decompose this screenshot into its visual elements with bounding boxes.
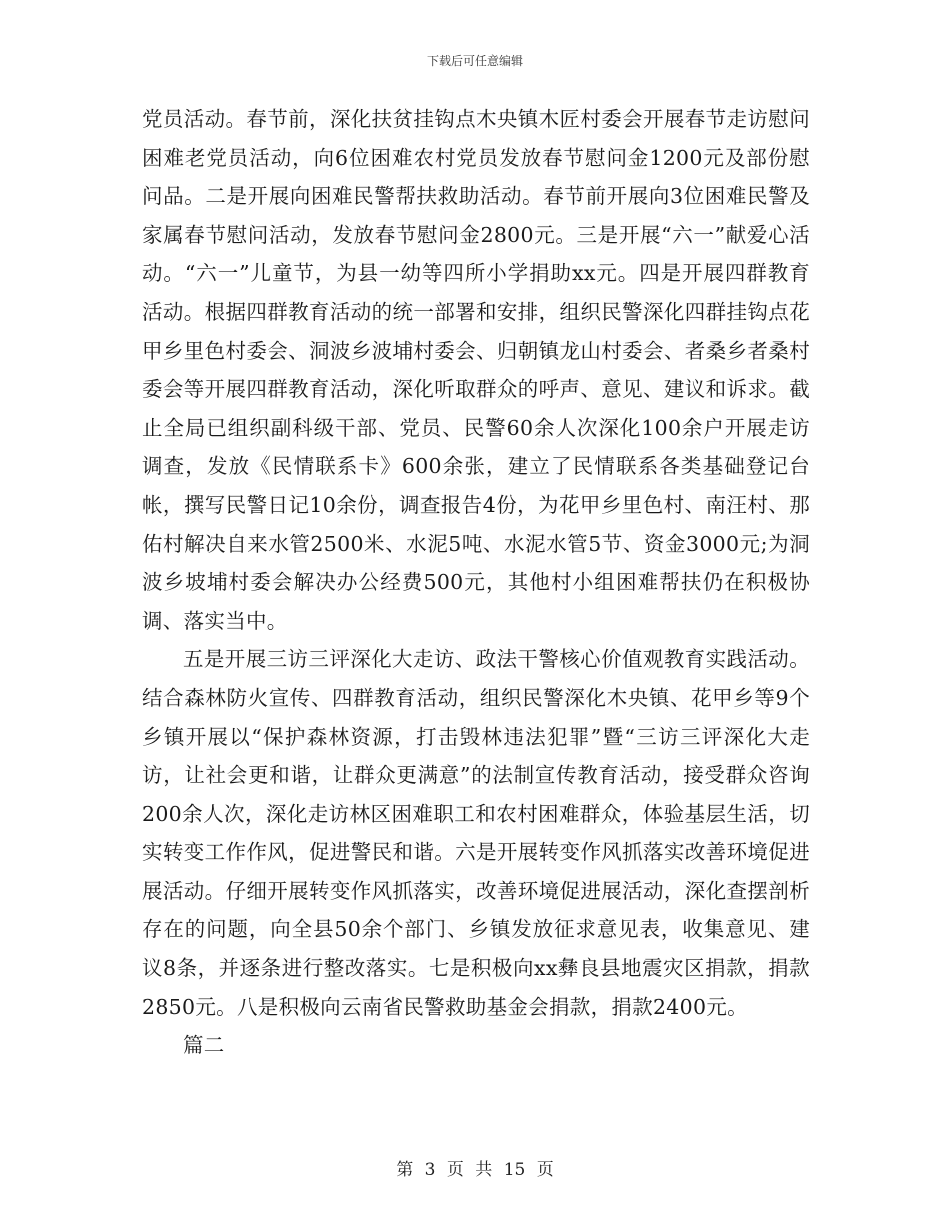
page-number: 第 3 页 共 15 页 bbox=[396, 1160, 554, 1180]
paragraph-2: 五是开展三访三评深化大走访、政法干警核心价值观教育实践活动。结合森林防火宣传、四群教育活动，组织民警深化木央镇、花甲乡等9个乡镇开展以“保护森林资源，打击毁林违法犯罪”暨“三访三评深化大走访，让社会更和谐，让群众更满意”的法制宣传教育活动，接受群众咨询200余人次，深化走访林区困难职工和农村困难群众，体验基层生活，切实转变工作作风，促进警民和谐。六是开展转变作风抓落实改善环境促进展活动。仔细开展转变作风抓落实，改善环境促进展活动，深化查摆剖析存在的问题，向全县50余个部门、乡镇发放征求意见表，收集意见、建议8条，并逐条进行整改落实。七是积极向xx彝良县地震灾区捐款，捐款2850元。八是积极向云南省民警救助基金会捐款，捐款2400元。 bbox=[142, 647, 810, 1019]
document-body bbox=[142, 100, 810, 1065]
paragraph-1: 党员活动。春节前，深化扶贫挂钩点木央镇木匠村委会开展春节走访慰问困难老党员活动，向6位困难农村党员发放春节慰问金1200元及部份慰问品。二是开展向困难民警帮扶救助活动。春节前开展向3位困难民警及家属春节慰问活动，发放春节慰问金2800元。三是开展“六一”献爱心活动。“六一”儿童节，为县一幼等四所小学捐助xx元。四是开展四群教育活动。根据四群教育活动的统一部署和安排，组织民警深化四群挂钩点花甲乡里色村委会、洞波乡波埔村委会、归朝镇龙山村委会、者桑乡者桑村委会等开展四群教育活动，深化听取群众的呼声、意见、建议和诉求。截止全局已组织副科级干部、党员、民警60余人次深化100余户开展走访调查，发放《民情联系卡》600余张，建立了民情联系各类基础登记台帐，撰写民警日记10余份，调查报告4份，为花甲乡里色村、南汪村、那佑村解决自来水管2500米、水泥5吨、水泥水管5节、资金3000元;为洞波乡坡埔村委会解决办公经费500元，其他村小组困难帮扶仍在积极协调、落实当中。 bbox=[142, 107, 810, 633]
page-header: 下载后可任意编辑 bbox=[426, 54, 523, 68]
section-heading: 篇二 bbox=[183, 1033, 225, 1058]
